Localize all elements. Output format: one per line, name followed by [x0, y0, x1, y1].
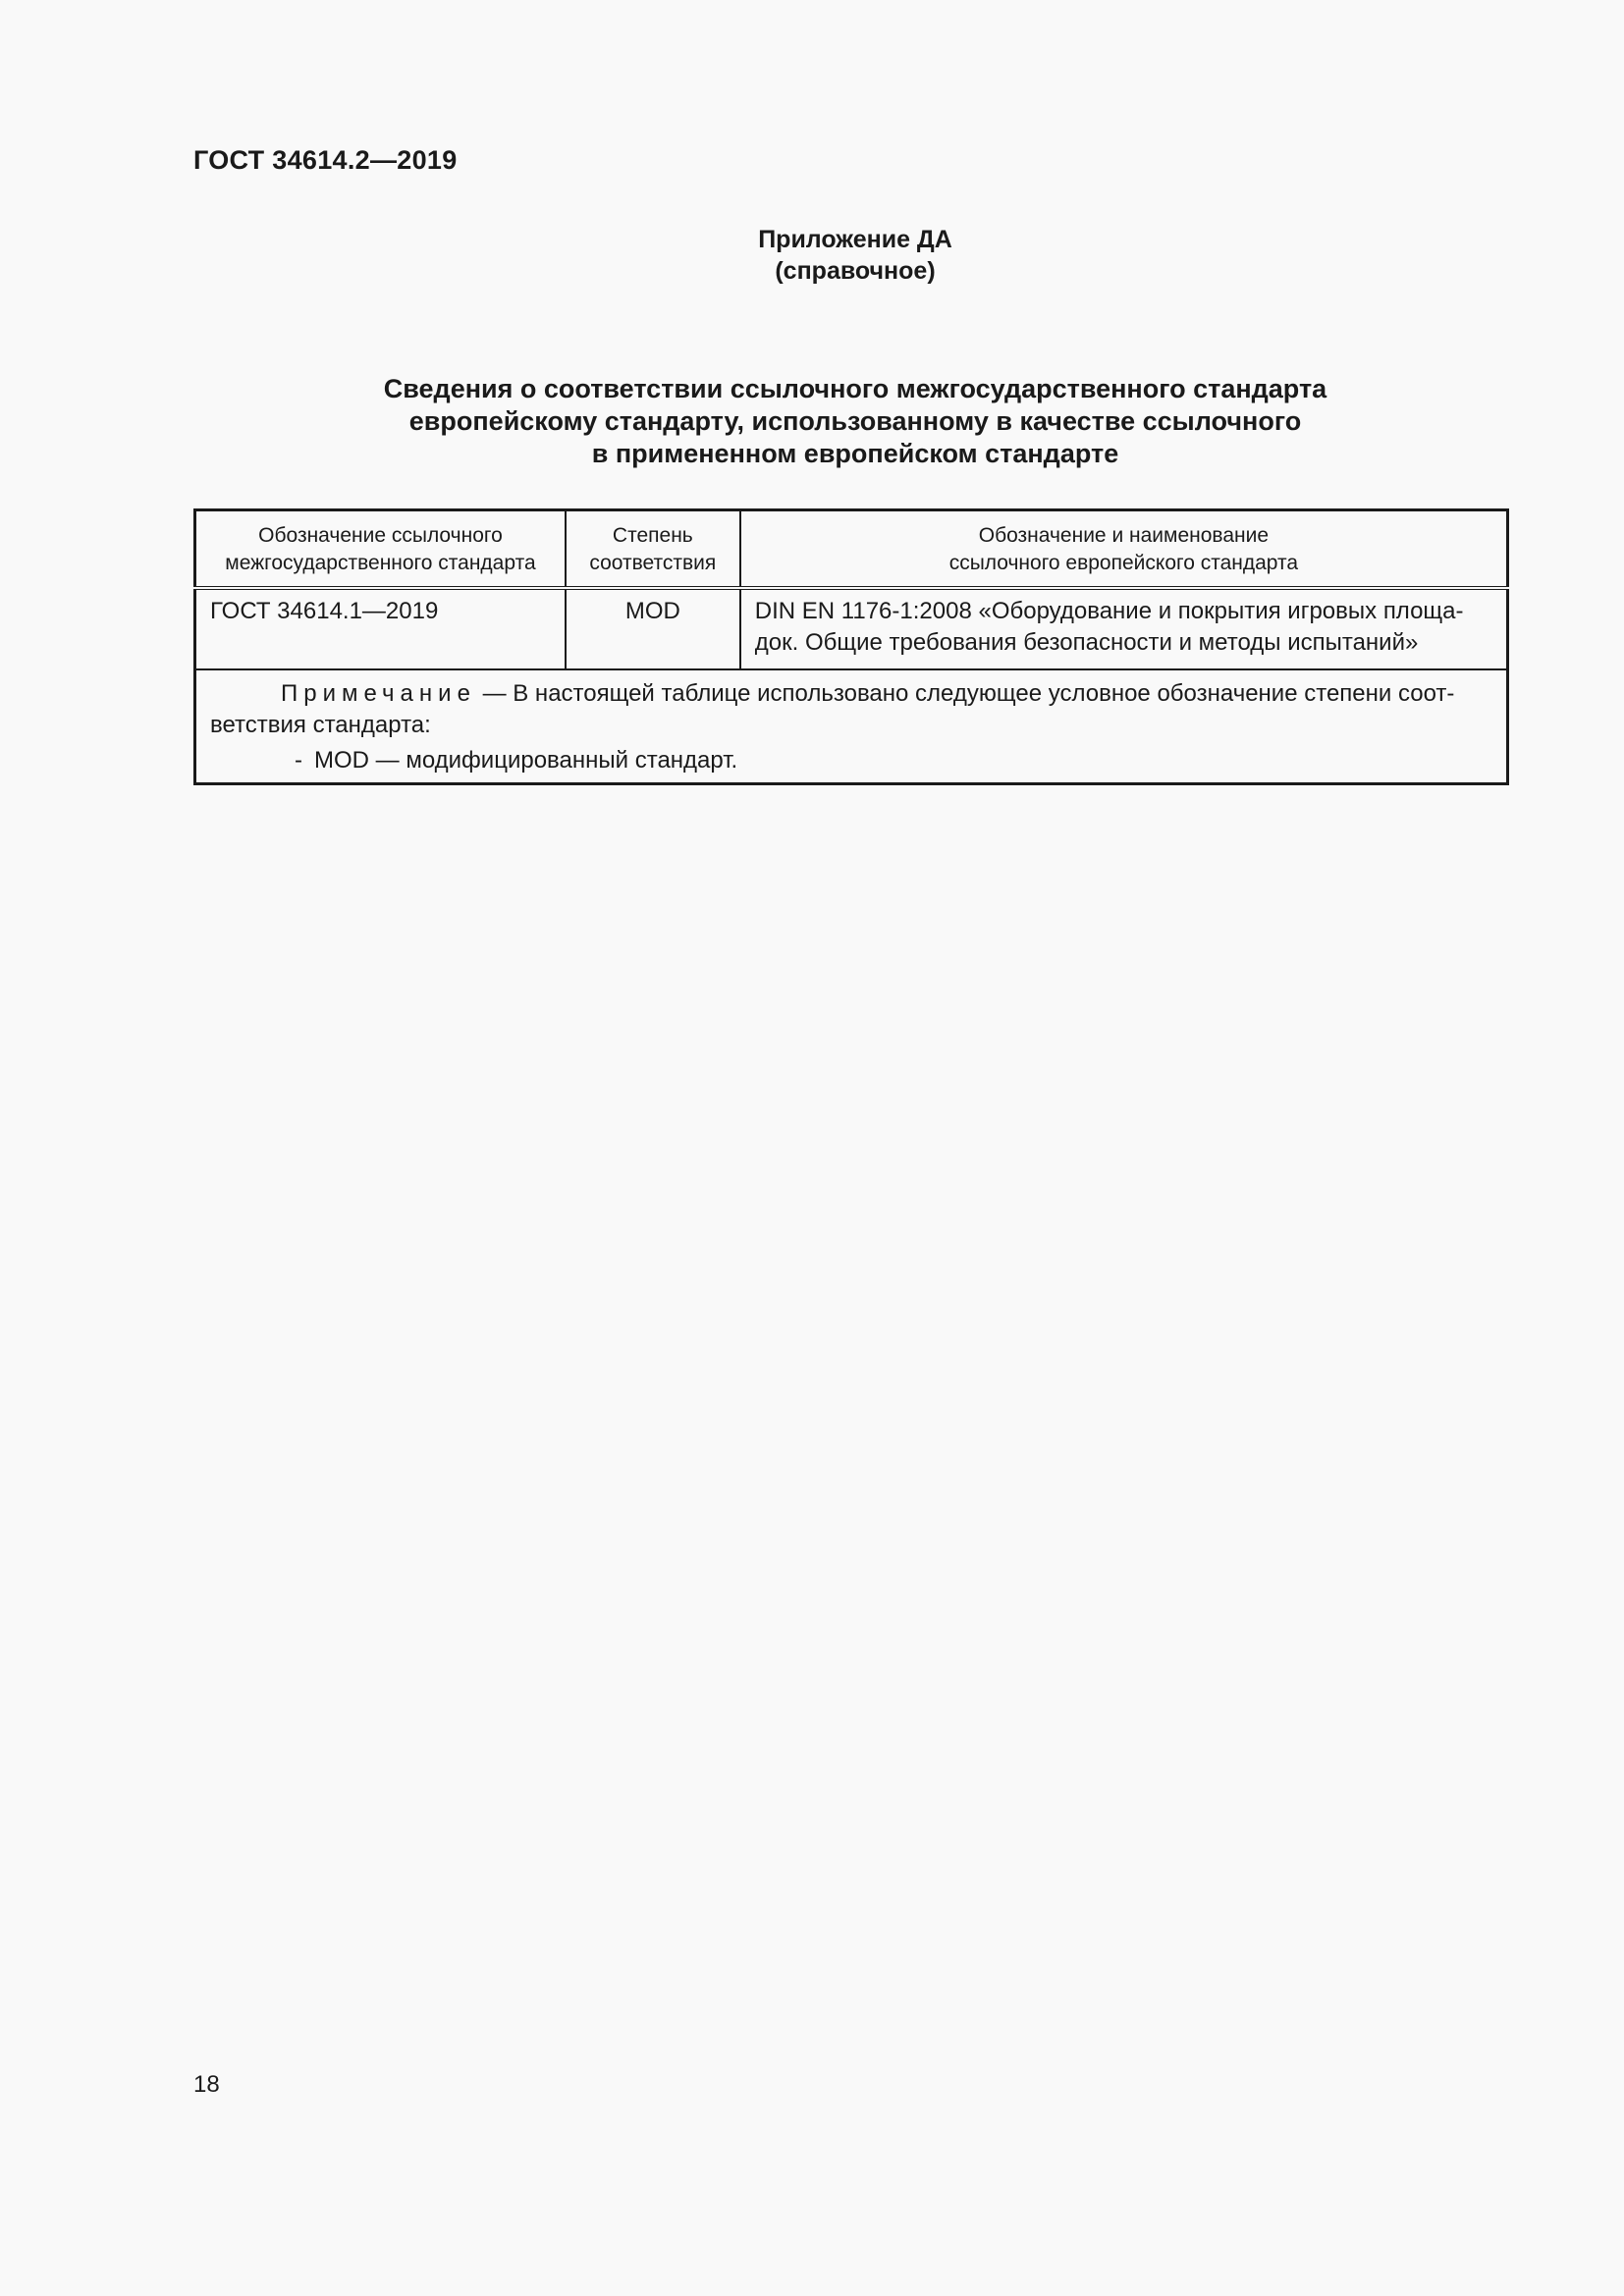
note-line1: [210, 678, 1492, 710]
table-row: [195, 588, 1508, 669]
cell-interstate-standard: ГОСТ 34614.1—2019: [195, 588, 566, 669]
table-note: [195, 669, 1508, 784]
note-label: Примечание: [281, 680, 476, 707]
header-degree-line2: соответствия: [589, 552, 717, 574]
header-interstate-standard: [195, 510, 566, 589]
header-european-line1: Обозначение и наименование: [978, 524, 1270, 547]
header-european-standard: [740, 510, 1508, 589]
header-degree: [566, 510, 740, 589]
conformance-table: [193, 508, 1509, 785]
table-header-row: [195, 510, 1508, 589]
appendix-heading: [0, 224, 1624, 287]
header-interstate-line1: Обозначение ссылочного: [258, 524, 503, 547]
cell-european-standard: [740, 588, 1508, 669]
note-text-line2: ветствия стандарта:: [210, 712, 431, 738]
header-european-line2: ссылочного европейского стандарта: [948, 552, 1299, 574]
header-interstate-line2: межгосударственного стандарта: [225, 552, 536, 574]
appendix-kind: (справочное): [775, 257, 936, 285]
section-title: [0, 373, 1624, 470]
appendix-title: Приложение ДА: [758, 226, 952, 253]
cell-european-line1: DIN EN 1176-1:2008 «Оборудование и покрытия игровых площа-: [754, 598, 1464, 624]
page-number: 18: [193, 2071, 220, 2098]
table-note-row: [195, 669, 1508, 784]
section-title-line3: в примененном европейском стандарте: [591, 439, 1119, 468]
cell-european-line2: док. Общие требования безопасности и методы испытаний»: [754, 629, 1419, 656]
section-title-line1: Сведения о соответствии ссылочного межгосударственного стандарта: [383, 374, 1327, 403]
note-list-item: [210, 745, 1492, 776]
note-text-line1: — В настоящей таблице использовано следующее условное обозначение степени соот-: [475, 680, 1455, 707]
document-standard-id: ГОСТ 34614.2—2019: [193, 145, 458, 175]
cell-degree: MOD: [566, 588, 740, 669]
note-item-dash: -: [295, 747, 302, 774]
note-item-text: MOD — модифицированный стандарт.: [314, 747, 738, 774]
header-degree-line1: Степень: [612, 524, 693, 547]
section-title-line2: европейскому стандарту, использованному в качестве ссылочного: [408, 406, 1302, 436]
